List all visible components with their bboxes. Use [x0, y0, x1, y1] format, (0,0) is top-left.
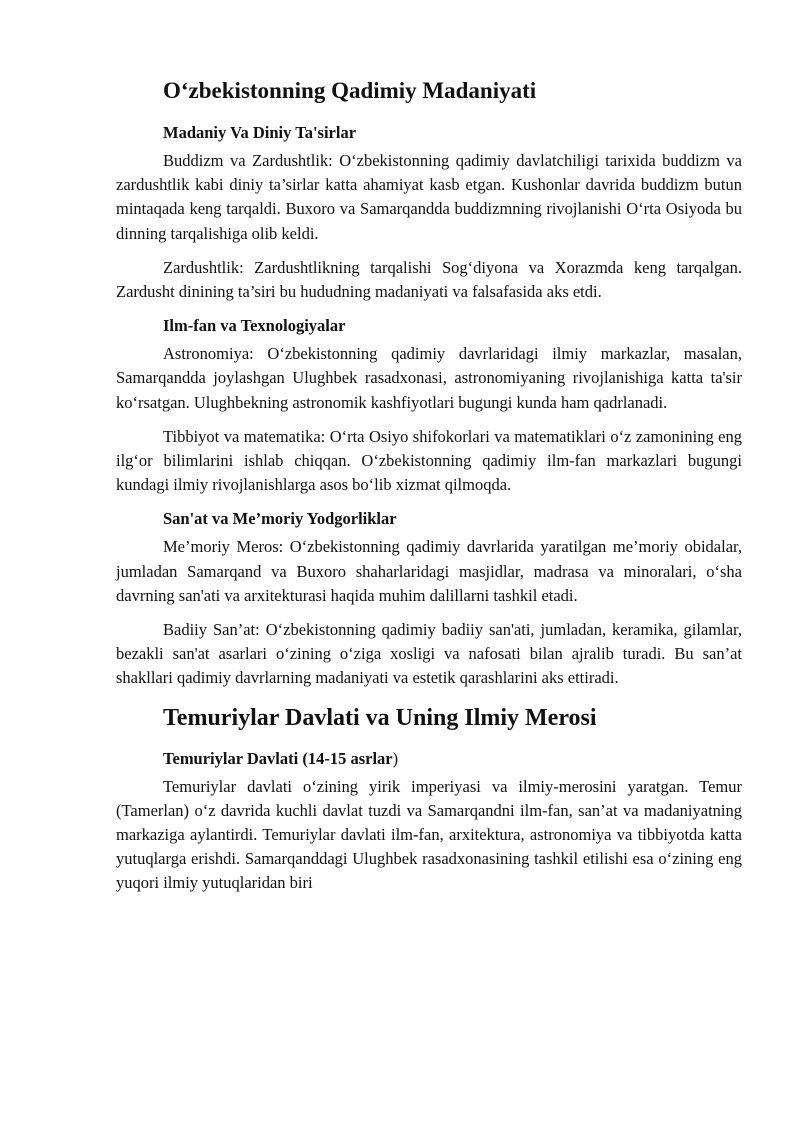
paragraph-astronomy: Astronomiya: O‘zbekistonning qadimiy davrlaridagi ilmiy markazlar, masalan, Samarqandda joylashgan Ulughbek rasadxonasi, astronomiyaning rivojlanishiga katta ta'sir ko‘rsatgan. Ulughbekning astronomik kashfiyotlari bugungi kunda ham qadrlanadi.: [116, 344, 742, 412]
section-heading-art: San'at va Me’moriy Yodgorliklar: [163, 509, 397, 529]
section-heading-science: Ilm-fan va Texnologiyalar: [163, 316, 346, 336]
section-title-timurids: Temuriylar Davlati va Uning Ilmiy Merosi: [163, 704, 597, 731]
paragraph-medicine-math: Tibbiyot va matematika: O‘rta Osiyo shifokorlari va matematiklari o‘z zamonining eng ilg‘or bilimlarini ishlab chiqqan. O‘zbekistonning qadimiy ilm-fan markazlari bugungi kundagi ilmiy rivojlanishlarga asos bo‘lib xizmat qilmoqda.: [116, 426, 742, 495]
heading-text: Temuriylar Davlati (14-15 asrlar: [163, 748, 393, 768]
section-heading-cultural: Madaniy Va Diniy Ta'sirlar: [163, 123, 357, 142]
document-page: [116, 76, 742, 906]
paragraph-timurid-state: Temuriylar davlati o‘zining yirik imperiyasi va ilmiy-merosini yaratgan. Temur (Tamerlan) o‘z davrida kuchli davlat tuzdi va Samarqandni ilm-fan, san’at va madaniyatning markaziga aylantirdi. Temuriylar davlati ilm-fan, arxitektura, astronomiya va tibbiyotda katta yutuqlarga erishdi. Samarqanddagi Ulughbek rasadxonasining tashkil etilishi esa o‘zining eng yuqori ilmiy yutuqlaridan biri: [116, 776, 742, 893]
paragraph-buddhism: Buddizm va Zardushtlik: O‘zbekistonning qadimiy davlatchiligi tarixida buddizm va zardushtlik kabi diniy ta’sirlar katta ahamiyat kasb etgan. Kushonlar davrida buddizm butun mintaqada keng tarqaldi. Buxoro va Samarqandda buddizmning rivojlanishi O‘rta Osiyoda bu dinning tarqalishiga olib keldi.: [116, 151, 742, 243]
paragraph-zoroastrianism: Zardushtlik: Zardushtlikning tarqalishi Sog‘diyona va Xorazmda keng tarqalgan. Zardusht dinining ta’siri bu hududning madaniyati va falsafasida aks etdi.: [116, 257, 742, 302]
section-heading-timurid-state: [163, 747, 742, 771]
heading-paren: ): [392, 748, 399, 768]
document-title: O‘zbekistonning Qadimiy Madaniyati: [163, 78, 537, 103]
paragraph-architecture: Me’moriy Meros: O‘zbekistonning qadimiy davrlarida yaratilgan me’moriy obidalar, jumladan Samarqand va Buxoro shaharlaridagi masjidlar, madrasa va minoralari, o‘sha davrning san'ati va arxitekturasi haqida muhim dalillarni tashkil etadi.: [116, 537, 742, 605]
paragraph-fine-art: Badiiy San’at: O‘zbekistonning qadimiy badiiy san'ati, jumladan, keramika, gilamlar, bezakli san'at asarlari o‘zining o‘ziga xosligi va nafosati bilan ajralib turadi. Bu san’at shakllari qadimiy davrlarning madaniyati va estetik qarashlarini aks ettiradi.: [116, 620, 742, 688]
